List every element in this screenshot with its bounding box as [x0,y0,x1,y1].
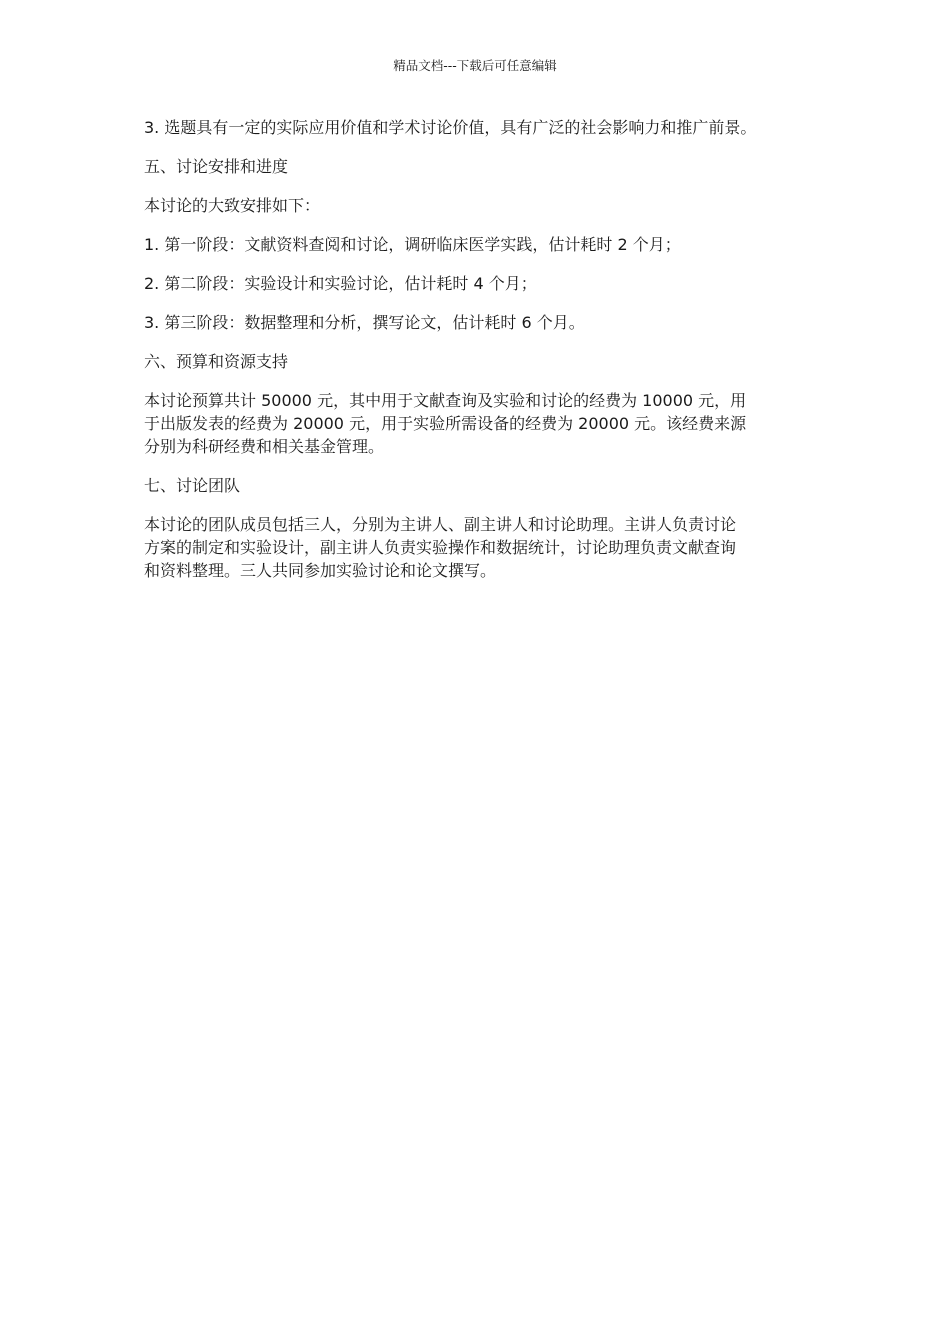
page-header: 精品文档---下载后可任意编辑 [393,58,557,73]
paragraph-line: 本讨论预算共计 50000 元，其中用于文献查询及实验和讨论的经费为 10000 元，用 [144,391,747,410]
paragraph [144,513,814,582]
paragraph: 本讨论的大致安排如下： [144,196,321,215]
list-item: 1. 第一阶段：文献资料查阅和讨论，调研临床医学实践，估计耗时 2 个月； [144,235,681,254]
paragraph-line: 本讨论的团队成员包括三人，分别为主讲人、副主讲人和讨论助理。主讲人负责讨论 [144,515,737,534]
list-item: 2. 第二阶段：实验设计和实验讨论，估计耗时 4 个月； [144,274,537,293]
document-body [144,116,814,598]
list-item: 3. 第三阶段：数据整理和分析，撰写论文，估计耗时 6 个月。 [144,313,585,332]
paragraph-line: 分别为科研经费和相关基金管理。 [144,437,385,456]
section-heading: 六、预算和资源支持 [144,352,289,371]
paragraph [144,389,814,458]
section-heading: 五、讨论安排和进度 [144,157,289,176]
paragraph-line: 和资料整理。三人共同参加实验讨论和论文撰写。 [144,561,497,580]
paragraph-line: 方案的制定和实验设计，副主讲人负责实验操作和数据统计，讨论助理负责文献查询 [144,538,737,557]
list-item: 3. 选题具有一定的实际应用价值和学术讨论价值，具有广泛的社会影响力和推广前景。 [144,118,757,137]
paragraph-line: 于出版发表的经费为 20000 元，用于实验所需设备的经费为 20000 元。该经费来源 [144,414,747,433]
section-heading: 七、讨论团队 [144,476,241,495]
